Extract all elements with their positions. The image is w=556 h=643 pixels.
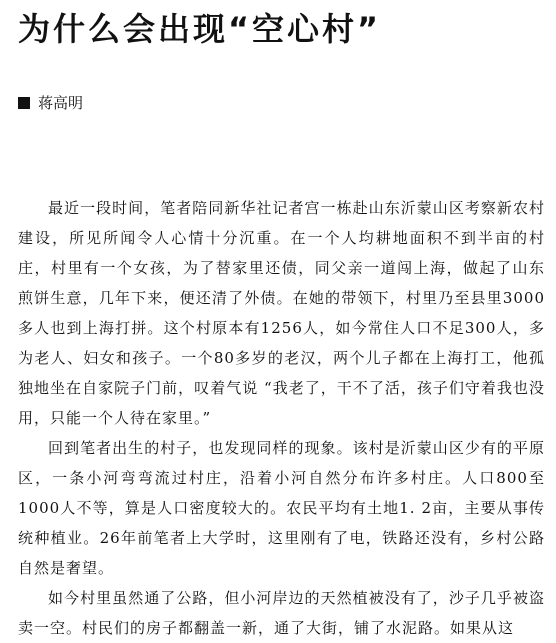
- author-byline: [18, 92, 83, 114]
- article-title: 为什么会出现“空心村”: [18, 10, 382, 48]
- paragraph-3: 如今村里虽然通了公路，但小河岸边的天然植被没有了，沙子几乎被盗卖一空。村民们的房子都翻盖一新，通了大街，铺了水泥路。如果从这: [18, 589, 545, 637]
- square-bullet-icon: [18, 97, 30, 109]
- paragraph-1: 最近一段时间，笔者陪同新华社记者宫一栋赴山东沂蒙山区考察新农村建设，所见所闻令人心情十分沉重。在一个人均耕地面积不到半亩的村庄，村里有一个女孩，为了替家里还债，同父亲一道闯上海，做起了山东煎饼生意，几年下来，便还清了外债。在她的带领下，村里乃至县里3000多人也到上海打拼。这个村原本有1256人，如今常住人口不足300人，多为老人、妇女和孩子。一个80多岁的老汉，两个儿子都在上海打工，他孤独地坐在自家院子门前，叹着气说 “我老了，干不了活，孩子们守着我也没用，只能一个人待在家里。”: [18, 199, 545, 427]
- author-name: 蒋高明: [38, 94, 84, 112]
- paragraph-2: 回到笔者出生的村子，也发现同样的现象。该村是沂蒙山区少有的平原区，一条小河弯弯流过村庄，沿着小河自然分布许多村庄。人口800至1000人不等，算是人口密度较大的。农民平均有土地1. 2亩，主要从事传统种植业。26年前笔者上大学时，这里刚有了电，铁路还没有，乡村公路自然是奢望。: [18, 439, 545, 577]
- article-body: [18, 193, 545, 643]
